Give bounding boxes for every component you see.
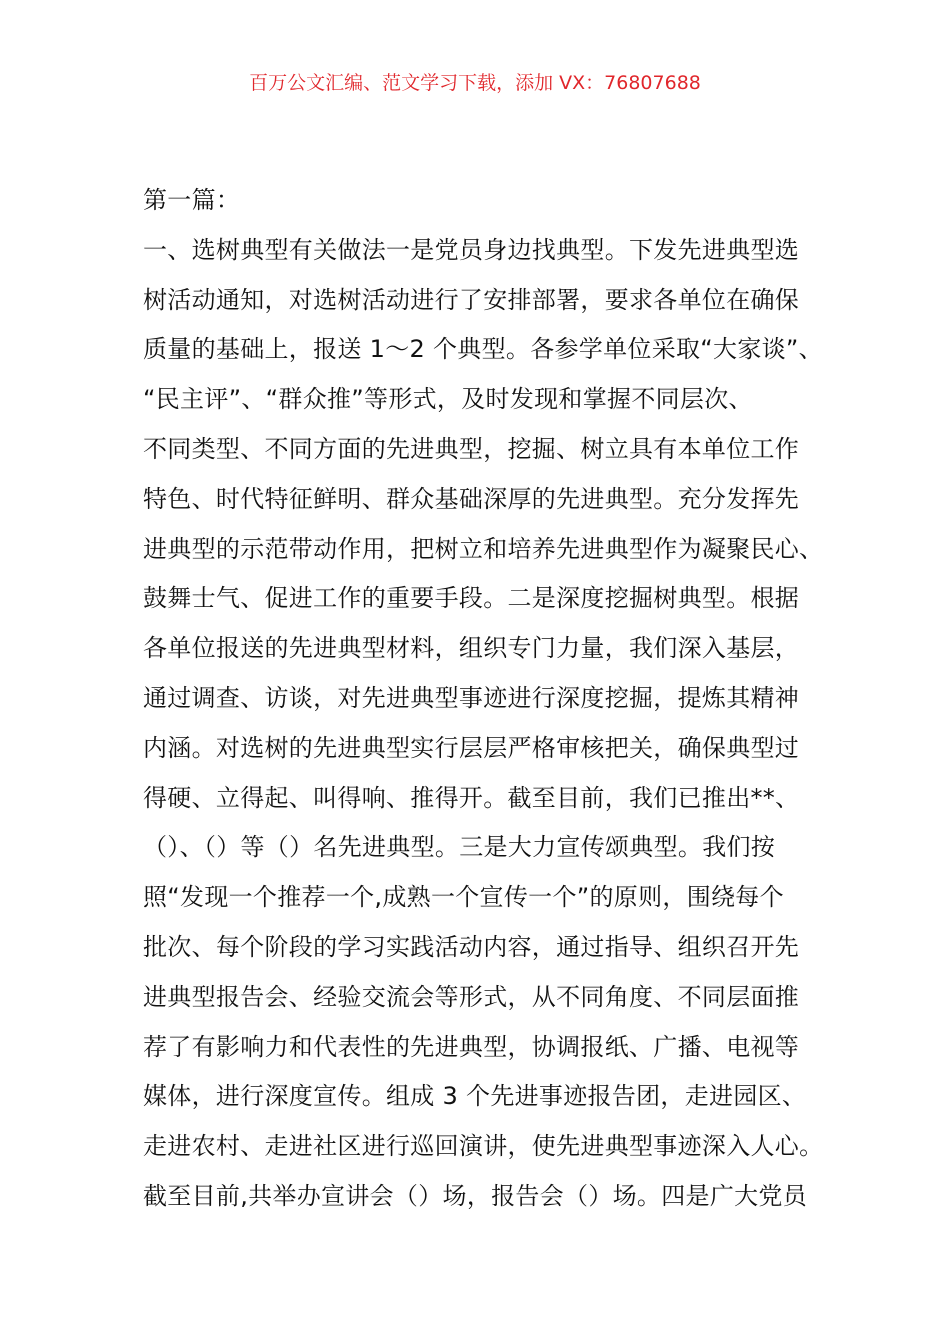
paragraph-line: 批次、每个阶段的学习实践活动内容，通过指导、组织召开先 [143,932,800,961]
paragraph-line: 媒体，进行深度宣传。组成 3 个先进事迹报告团，走进园区、 [143,1082,807,1111]
paragraph-line: 质量的基础上，报送 1～2 个典型。各参学单位采取“大家谈”、 [143,335,823,364]
paragraph-line: 内涵。对选树的先进典型实行层层严格审核把关，确保典型过 [143,733,800,762]
paragraph-line: 照“发现一个推荐一个,成熟一个宣传一个”的原则，围绕每个 [143,883,784,912]
paragraph-line: 通过调查、访谈，对先进典型事迹进行深度挖掘，提炼其精神 [143,683,800,712]
paragraph-line: “民主评”、“群众推”等形式，及时发现和掌握不同层次、 [143,385,753,414]
document-body [143,182,823,1228]
paragraph-line: 走进农村、走进社区进行巡回演讲，使先进典型事迹深入人心。 [143,1132,824,1161]
paragraph-line: 荐了有影响力和代表性的先进典型，协调报纸、广播、电视等 [143,1032,800,1061]
paragraph-line: 得硬、立得起、叫得响、推得开。截至目前，我们已推出**、 [143,783,800,812]
paragraph-line: 截至目前,共举办宣讲会（）场，报告会（）场。四是广大党员 [143,1181,808,1210]
paragraph-line: 不同类型、不同方面的先进典型，挖掘、树立具有本单位工作 [143,434,800,463]
paragraph-line: 鼓舞士气、促进工作的重要手段。二是深度挖掘树典型。根据 [143,584,800,613]
paragraph-line: 一、选树典型有关做法一是党员身边找典型。下发先进典型选 [143,235,800,264]
paragraph-line: 各单位报送的先进典型材料，组织专门力量，我们深入基层， [143,634,800,663]
paragraph-line: 特色、时代特征鲜明、群众基础深厚的先进典型。充分发挥先 [143,484,800,513]
paragraph-line: （）、（）等（）名先进典型。三是大力宣传颂典型。我们按 [143,833,776,862]
paragraph-line: 进典型的示范带动作用，把树立和培养先进典型作为凝聚民心、 [143,534,824,563]
section-heading: 第一篇： [143,186,241,214]
paragraph-line: 树活动通知，对选树活动进行了安排部署，要求各单位在确保 [143,285,800,314]
watermark-header: 百万公文汇编、范文学习下载，添加 VX：76807688 [249,72,701,94]
paragraph-line: 进典型报告会、经验交流会等形式，从不同角度、不同层面推 [143,982,800,1011]
